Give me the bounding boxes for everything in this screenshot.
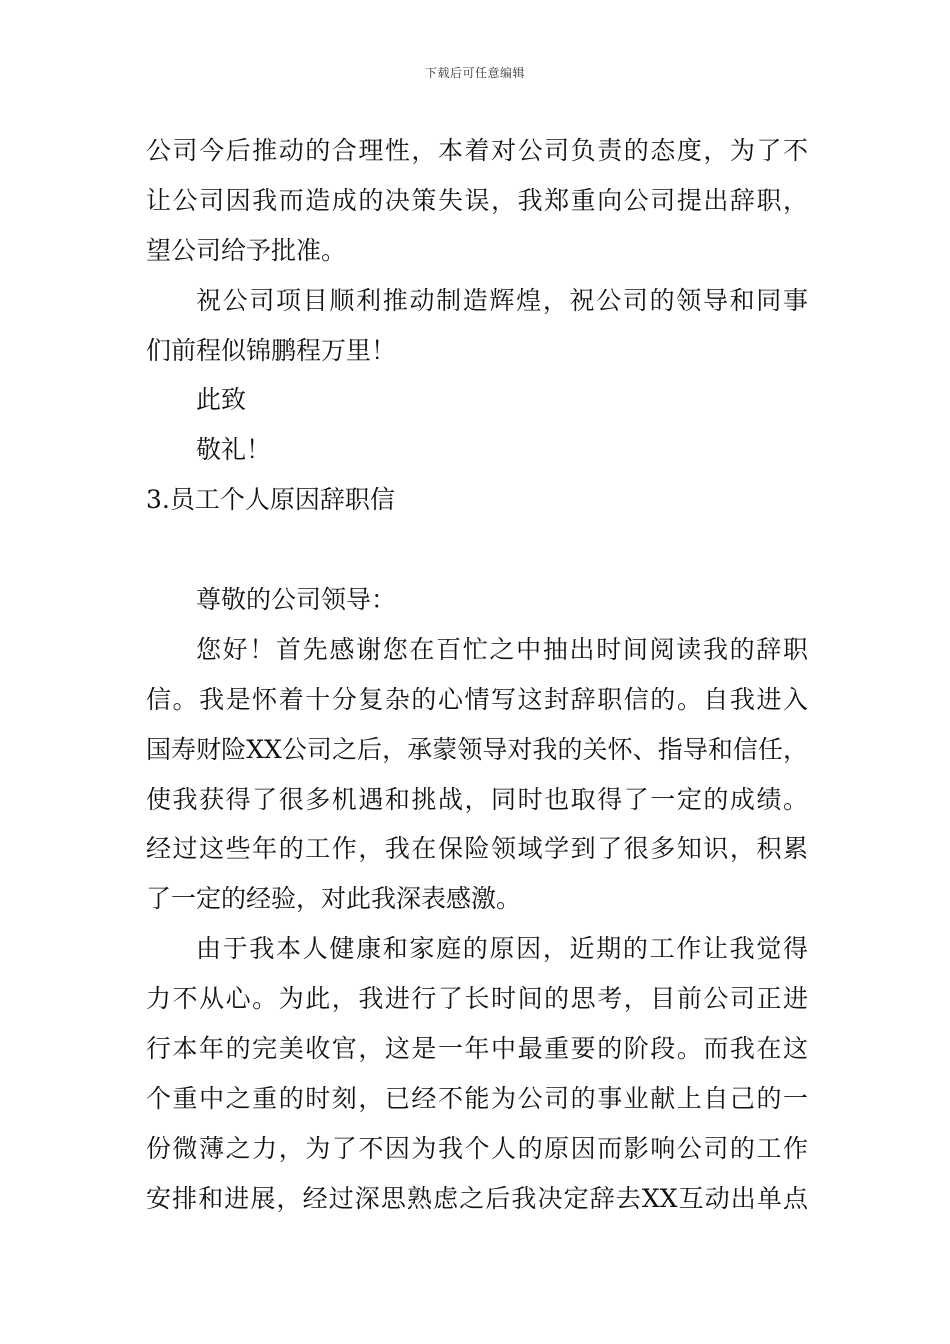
text-line: 让公司因我而造成的决策失误，我郑重向公司提出辞职， xyxy=(146,185,808,215)
text-line: 经过这些年的工作，我在保险领域学到了很多知识，积累 xyxy=(146,834,808,864)
text-line: 祝公司项目顺利推动制造辉煌，祝公司的领导和同事 xyxy=(196,285,808,315)
text-line: 敬礼！ xyxy=(196,435,272,465)
text-line: 您好！首先感谢您在百忙之中抽出时间阅读我的辞职 xyxy=(196,634,808,664)
text-line: 此致 xyxy=(196,385,247,415)
blank-line xyxy=(146,525,808,575)
text-line: 3.员工个人原因辞职信 xyxy=(146,485,395,515)
text-line: 份微薄之力，为了不因为我个人的原因而影响公司的工作 xyxy=(146,1133,808,1163)
text-line: 行本年的完美收官，这是一年中最重要的阶段。而我在这 xyxy=(146,1034,808,1064)
text-line: 了一定的经验，对此我深表感激。 xyxy=(146,884,522,914)
text-line: 使我获得了很多机遇和挑战，同时也取得了一定的成绩。 xyxy=(146,784,808,814)
text-line: 个重中之重的时刻，已经不能为公司的事业献上自己的一 xyxy=(146,1083,808,1113)
text-line: 公司今后推动的合理性，本着对公司负责的态度，为了不 xyxy=(146,136,808,165)
text-line: 们前程似锦鹏程万里！ xyxy=(146,335,397,365)
text-line: 安排和进展，经过深思熟虑之后我决定辞去XX互动出单点 xyxy=(146,1183,808,1213)
document-body xyxy=(146,126,808,1224)
text-line: 力不从心。为此，我进行了长时间的思考，目前公司正进 xyxy=(146,984,808,1014)
text-line: 由于我本人健康和家庭的原因，近期的工作让我觉得 xyxy=(196,934,808,964)
text-line: 国寿财险XX公司之后，承蒙领导对我的关怀、指导和信任， xyxy=(146,734,808,764)
text-line: 信。我是怀着十分复杂的心情写这封辞职信的。自我进入 xyxy=(146,684,808,714)
page-header: 下载后可任意编辑 xyxy=(424,66,525,80)
text-line: 望公司给予批准。 xyxy=(146,235,347,265)
text-line: 尊敬的公司领导： xyxy=(196,585,397,615)
